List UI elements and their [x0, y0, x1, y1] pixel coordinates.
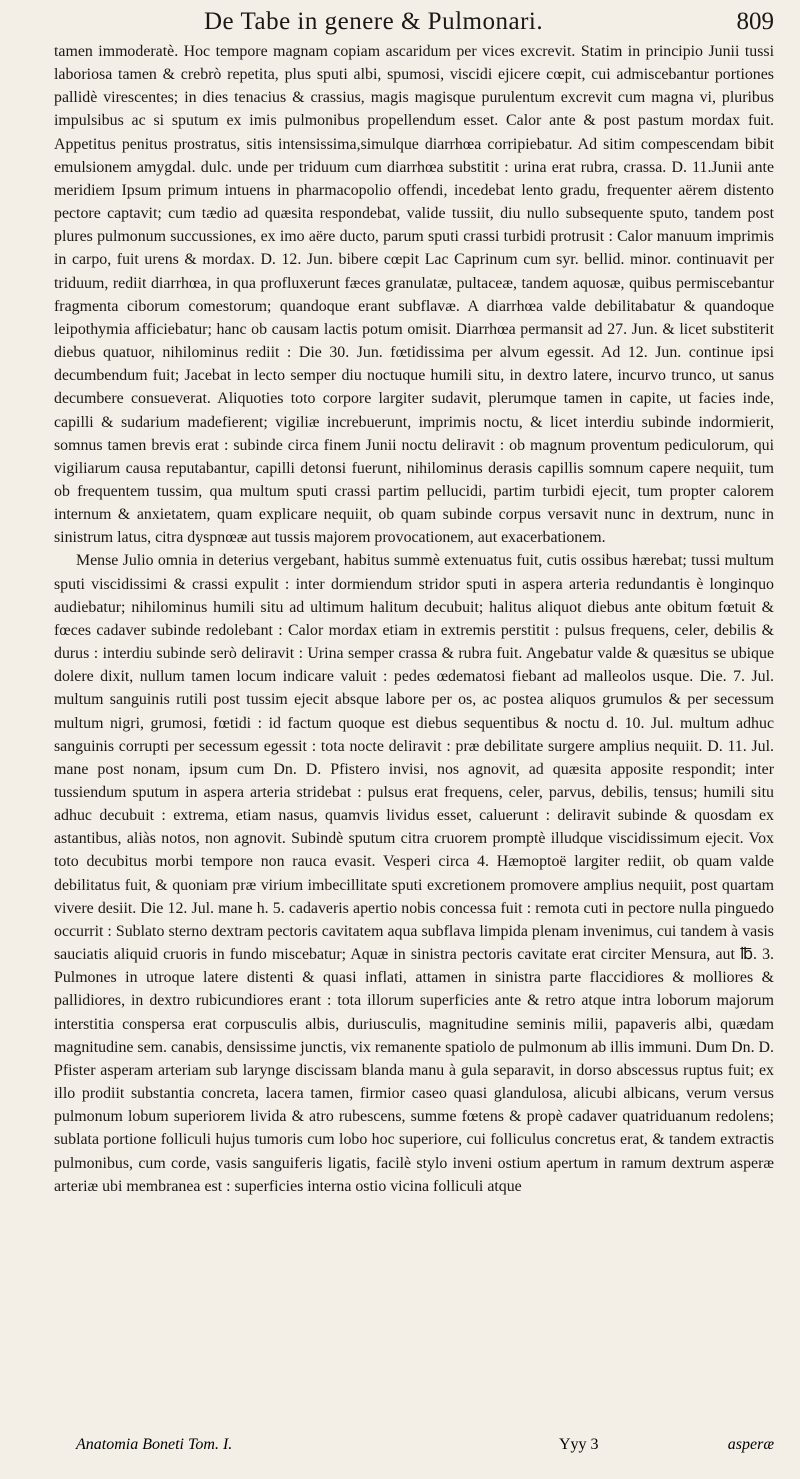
paragraph: tamen immoderatè. Hoc tempore magnam copiam ascaridum per vices excrevit. Statim in principio Junii tussi laboriosa tamen & crebrò repetita, plus sputi albi, spumosi, viscidi ejicere cœpit, cui admiscebantur portiones pallidè virescentes; in dies tenacius & crassius, magis magisque purulentum excrevit cum magna vi, pluribus impulsibus ac si sputum ex imis pulmonibus propellendum esset. Calor ante & post pastum mordax fuit. Appetitus penitus prostratus, sitis intensissima,simulque diarrhœa corripiebatur. Ad sitim compescendam bibit emulsionem amygdal. dulc. unde per triduum cum diarrhœa substitit : urina erat rubra, crassa. D. 11.Junii ante meridiem Ipsum primum intuens in pharmacopolio offendi, incedebat lento gradu, frequenter aërem distento pectore captavit; cum tædio ad quæsita respondebat, valide tussiit, diu nullo subsequente sputo, tandem post plures pulmonum succussiones, ex imo aëre ducto, parum sputi crassi turbidi protrusit : Calor manuum imprimis in carpo, fuit urens & mordax. D. 12. Jun. bibere cœpit Lac Caprinum cum syr. bellid. minor. continuavit per triduum, rediit diarrhœa, in qua profluxerunt fæces granulatæ, pultaceæ, tandem aquosæ, quibus permiscebantur fragmenta ciborum comestorum; quandoque erant subflavæ. A diarrhœa valde debilitabatur & quandoque leipothymia afficiebatur; hanc ob causam lactis potum omisit. Diarrhœa permansit ad 27. Jun. & licet substiterit diebus quatuor, nihilominus rediit : Die 30. Jun. fœtidissima per alvum egessit. Ad 12. Jun. continue ipsi decumbendum fuit; Jacebat in lecto semper diu noctuque humili situ, in dextro latere, incurvo trunco, ut sanus decumbere consueverat. Aliquoties toto corpore largiter sudavit, plerumque tamen in capite, ut facies inde, capilli & sudarium madefierent; vigiliæ increbuerunt, imprimis noctu, & licet interdiu subinde indormierit, somnus tamen brevis erat : subinde circa finem Junii noctu deliravit : ob magnum proventum pediculorum, qui vigiliarum causa reputabantur, capilli detonsi fuerunt, nihilominus derasis capillis somnum capere nequiit, tum ob frequentem tussim, qua multum sputi crassi partim pellucidi, partim turbidi ejecit, tum propter calorem internum & anxietatem, quam explicare nequiit, ob quam subinde corpus versavit nunc in dextrum, nunc in sinistrum latus, citra dyspnœæ aut tussis majorem provocationem, aut exacerbationem.	[54, 43, 774, 547]
running-head	[54, 6, 774, 40]
page-number: 809	[736, 8, 774, 35]
catchword: asperæ	[727, 1436, 774, 1453]
page-footer	[54, 1436, 774, 1466]
paragraph: Mense Julio omnia in deterius vergebant, habitus summè extenuatus fuit, cutis ossibus hærebat; tussi multum sputi viscidissimi & crassi expulit : inter dormiendum stridor sputi in aspera arteria redundantis è longinquo audiebatur; nihilominus humili situ ad ultimum halitum decubuit; halitus aliquot diebus ante obitum fœtuit & fœces cadaver subinde redolebant : Calor mordax etiam in extremis perstitit : pulsus frequens, celer, debilis & durus : interdiu subinde serò deliravit : Urina semper crassa & rubra fuit. Angebatur valde & quæsitus se ubique dolere dixit, nullum tamen locum indicare valuit : pedes œdematosi fiebant ad malleolos usque. Die. 7. Jul. multum sanguinis rutili post tussim ejecit absque labore per os, ac postea aliquos grumulos & per secessum multum nigri, grumosi, fœtidi : id factum quoque est diebus sequentibus & noctu d. 10. Jul. multum adhuc sanguinis corrupti per secessum egessit : tota nocte deliravit : præ debilitate surgere amplius nequiit. D. 11. Jul. mane post nonam, ipsum cum Dn. D. Pfistero invisi, nos agnovit, ad quæsita apposite respondit; inter tussiendum sputum in aspera arteria stridebat : pulsus erat frequens, celer, parvus, debilis, tensus; humili situ adhuc decubuit : extrema, etiam nasus, quamvis lividus esset, caluerunt : deliravit subinde & quosdam ex astantibus, aliàs notos, non agnovit. Subindè sputum citra cruorem promptè illudque viscidissimum ejecit. Vox toto decubitus morbi tempore non rauca evasit. Vesperi circa 4. Hæmoptoë largiter rediit, ob quam valde debilitatus fuit, & quoniam præ virium imbecillitate sputi excretionem promovere amplius nequiit, post quartam vivere desiit. Die 12. Jul. mane h. 5. cadaveris apertio nobis concessa fuit : remota cuti in pectore nulla pinguedo occurrit : Sublato sterno dextram pectoris cavitatem aqua subflava limpida plenam invenimus, cui tandem à vasis sauciatis aliquid cruoris in fundo miscebatur; Aquæ in sinistra pectoris cavitate erat circiter Mensura, aut ℔. 3. Pulmones in utroque latere distenti & quasi inflati, attamen in sinistra parte flaccidiores & molliores & pallidiores, in dextro rubicundiores erant : tota illorum superficies ante & retro atque intra loborum majorum interstitia conspersa erat corpusculis albis, duriusculis, magnitudine seminis milii, papaveris albi, quædam magnitudine sem. canabis, densissime junctis, vix remanente spatiolo de pulmonum ab illis immuni. Dum Dn. D. Pfister asperam arteriam sub larynge discissam blanda manu à gula separavit, in dorso abscessus ruptus fuit; ex illo prodiit substantia concreta, lacera tamen, firmior caseo quasi glandulosa, alicubi albicans, verum versus pulmonum lobum superiorem livida & atro rubescens, summe fœtens & propè cadaver quatriduanum redolens; sublata portione folliculi hujus tumoris cum lobo hoc superiore, cui folliculus concretus erat, & tandem extractis pulmonibus, cum corde, vasis sanguiferis ligatis, facilè stylo inveni ostium apertum in ramum dextrum asperæ arteriæ ubi membranea est : superficies interna ostio vicina folliculi atque	[54, 552, 774, 1195]
body-text	[54, 40, 774, 1198]
page-title: De Tabe in genere & Pulmonari.	[204, 8, 544, 35]
book-reference: Anatomia Boneti Tom. I.	[76, 1436, 233, 1453]
signature-mark: Yyy 3	[559, 1436, 599, 1453]
